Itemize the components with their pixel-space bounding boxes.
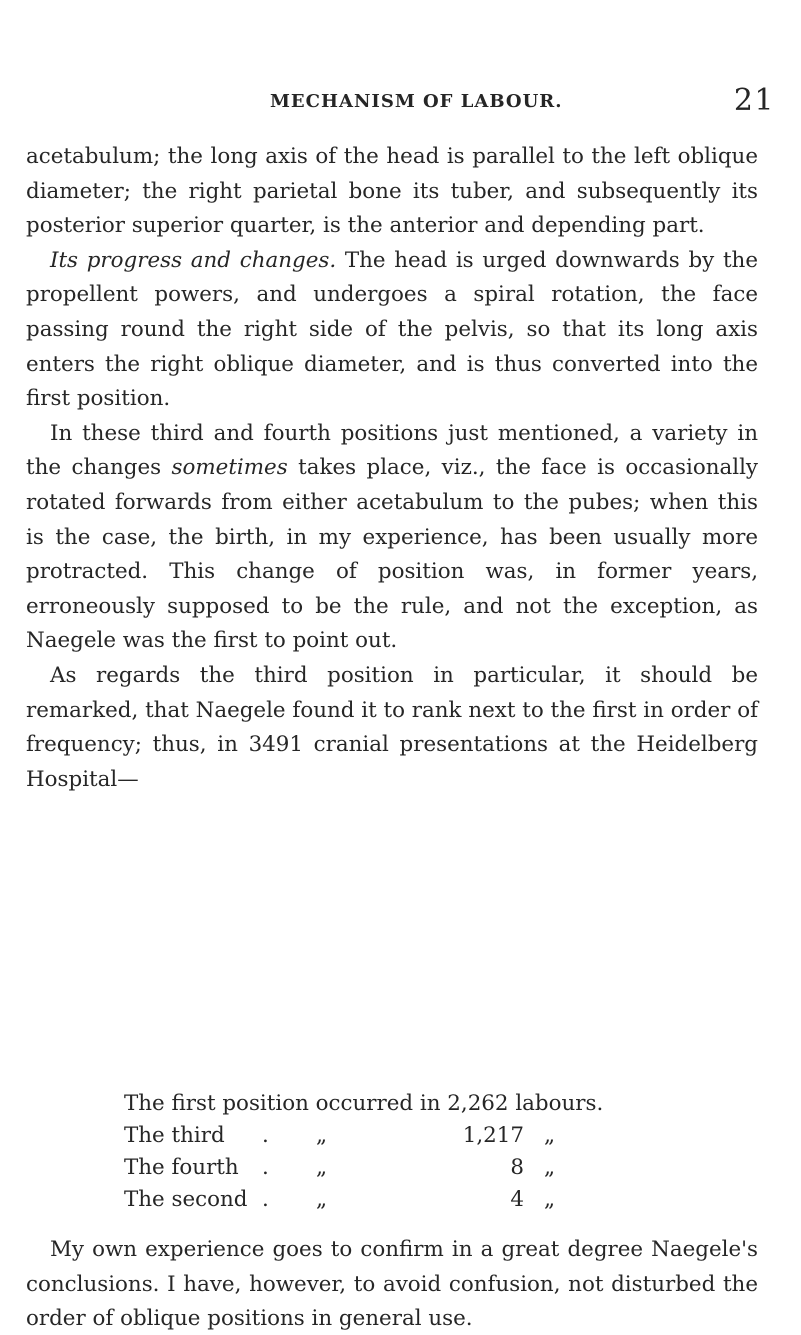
row-count: 1,217 <box>462 1123 524 1148</box>
paragraph-1: acetabulum; the long axis of the head is parallel to the left oblique diameter; the right parietal bone its tuber, and subsequently its posterior superior quarter, is the anterior and depending part. <box>26 144 758 239</box>
table-row <box>124 1152 684 1184</box>
row-unit: „ <box>544 1123 556 1148</box>
row-label: The third <box>124 1123 225 1148</box>
body-text <box>26 140 758 797</box>
page-number: 21 <box>733 83 775 118</box>
row-count: 8 <box>510 1155 524 1180</box>
running-head: MECHANISM OF LABOUR. <box>270 91 563 112</box>
row-label: The fourth <box>124 1155 239 1180</box>
table-first-row-text: The first position occurred in 2,262 labours. <box>124 1091 604 1116</box>
paragraph-2-italic-lead: Its progress and changes. <box>50 247 337 273</box>
row-ditto: „ <box>316 1187 328 1212</box>
row-dot: . <box>262 1155 269 1180</box>
row-ditto: „ <box>316 1123 328 1148</box>
row-label: The second <box>124 1187 248 1212</box>
paragraph-4: As regards the third position in particular, it should be remarked, that Naegele found it to rank next to the first in order of frequency; thus, in 3491 cranial presentations at the Heidelberg Hospital— <box>26 662 758 792</box>
paragraph-3-after: takes place, viz., the face is occasionally rotated forwards from either acetabulum to the pubes; when this is the case, the birth, in my experience, has been usually more protracted. This change of position was, in former years, erroneously supposed to be the rule, and not the exception, as Naegele was the first to point out. <box>26 455 758 654</box>
row-count: 4 <box>510 1187 524 1212</box>
table-row-first <box>124 1088 684 1120</box>
paragraph-2 <box>26 244 758 417</box>
paragraph-3-italic: sometimes <box>171 455 288 481</box>
row-dot: . <box>262 1187 269 1212</box>
row-unit: „ <box>544 1155 556 1180</box>
page-header <box>270 83 775 123</box>
table-row <box>124 1184 684 1216</box>
statistics-table <box>124 1088 684 1216</box>
row-dot: . <box>262 1123 269 1148</box>
paragraph-3 <box>26 417 758 659</box>
paragraph-2-text: The head is urged downwards by the propellent powers, and undergoes a spiral rotation, the face passing round the right side of the pelvis, so that its long axis enters the right oblique diameter, and is thus converted into the first position. <box>26 247 758 412</box>
paragraph-5: My own experience goes to confirm in a great degree Naegele's conclusions. I have, however, to avoid confusion, not disturbed the order of oblique positions in general use. <box>26 1237 758 1332</box>
paragraph-3-before: In these third and fourth positions just mentioned, a variety in the changes <box>26 420 758 481</box>
table-row <box>124 1120 684 1152</box>
row-ditto: „ <box>316 1155 328 1180</box>
row-unit: „ <box>544 1187 556 1212</box>
